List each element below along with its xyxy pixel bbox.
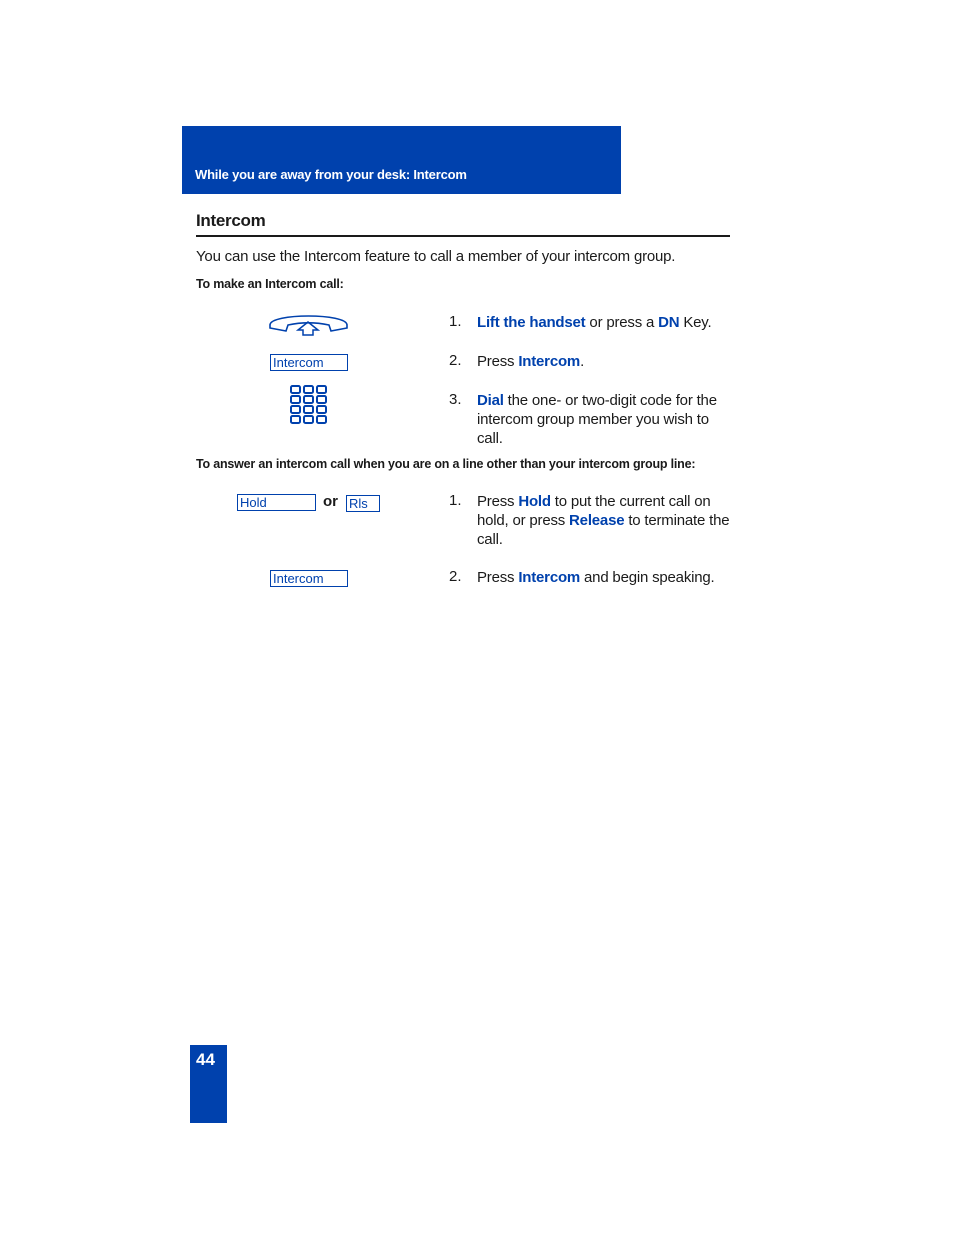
- step-instruction: Press Intercom and begin speaking.: [477, 569, 715, 586]
- keyword-release: Release: [569, 512, 625, 529]
- keyword-intercom: Intercom: [518, 353, 581, 370]
- or-label: or: [323, 493, 338, 510]
- step-number: 1.: [449, 313, 462, 330]
- release-softkey[interactable]: Rls: [346, 495, 380, 512]
- page-number: 44: [196, 1050, 215, 1069]
- step-instruction: Press Hold to put the current call on hold, or press Release to terminate the call.: [477, 493, 730, 548]
- step-instruction: Press Intercom.: [477, 353, 585, 370]
- header-title: While you are away from your desk: Intercom: [195, 167, 467, 182]
- step-number: 3.: [449, 391, 462, 408]
- make-call-heading: To make an Intercom call:: [196, 277, 344, 291]
- intercom-softkey[interactable]: Intercom: [270, 570, 348, 587]
- keyword-hold: Hold: [518, 493, 551, 510]
- keyword-dial: Dial: [477, 392, 504, 409]
- step-instruction: Dial the one- or two-digit code for the intercom group member you wish to call.: [477, 392, 717, 447]
- step-number: 1.: [449, 492, 462, 509]
- handset-icon: [267, 311, 350, 337]
- header-banner: [182, 126, 621, 194]
- keyword-dn: DN: [658, 314, 680, 331]
- intro-text: You can use the Intercom feature to call a member of your intercom group.: [196, 248, 676, 265]
- answer-call-heading: To answer an intercom call when you are on a line other than your intercom group line:: [196, 457, 696, 471]
- hold-softkey[interactable]: Hold: [237, 494, 316, 511]
- keyword-lift-handset: Lift the handset: [477, 314, 586, 331]
- dialpad-icon: [290, 385, 328, 424]
- keyword-intercom: Intercom: [518, 569, 581, 586]
- step-instruction: Lift the handset or press a DN Key.: [477, 314, 712, 331]
- section-title: Intercom: [196, 211, 266, 230]
- step-number: 2.: [449, 352, 462, 369]
- intercom-softkey[interactable]: Intercom: [270, 354, 348, 371]
- page-number-tab: [190, 1045, 227, 1123]
- step-number: 2.: [449, 568, 462, 585]
- title-divider: [196, 235, 730, 237]
